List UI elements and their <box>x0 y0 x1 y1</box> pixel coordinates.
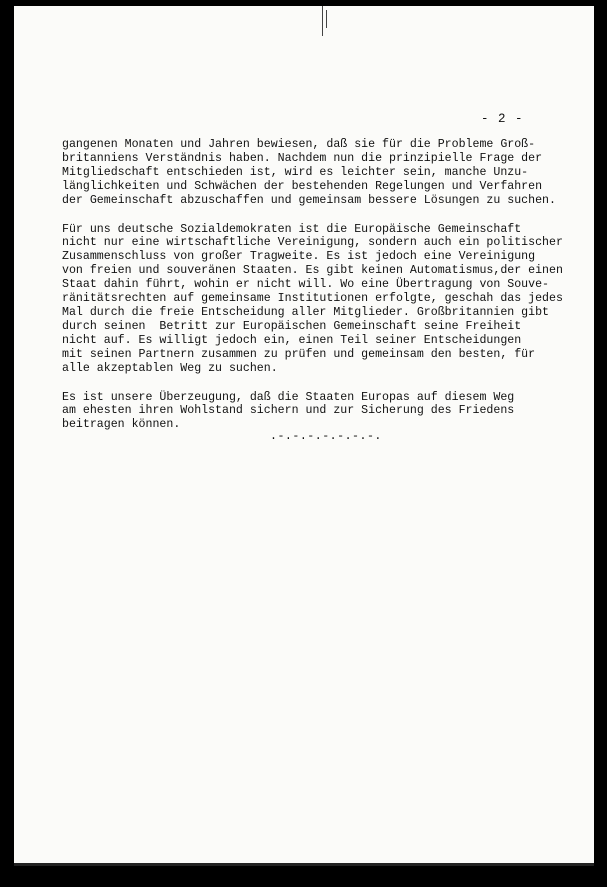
text-line: ränitätsrechten auf gemeinsame Institutionen erfolgte, geschah das jedes <box>62 292 563 306</box>
paragraph-3 <box>62 391 582 433</box>
document-page <box>14 6 594 866</box>
text-line: Staat dahin führt, wohin er nicht will. Wo eine Übertragung von Souve- <box>62 278 550 292</box>
text-line: Zusammenschluss von großer Tragweite. Es ist jedoch eine Vereinigung <box>62 250 536 264</box>
page-edge <box>14 863 594 866</box>
text-line: von freien und souveränen Staaten. Es gibt keinen Automatismus,der einen <box>62 264 563 278</box>
scan-artifact <box>322 6 323 36</box>
page-number: - 2 - <box>481 112 524 126</box>
text-line: Für uns deutsche Sozialdemokraten ist die Europäische Gemeinschaft <box>62 222 522 236</box>
paragraph-2 <box>62 223 582 376</box>
text-line: mit seinen Partnern zusammen zu prüfen und gemeinsam den besten, für <box>62 347 536 361</box>
text-line: britanniens Verständnis haben. Nachdem nun die prinzipielle Frage der <box>62 151 543 165</box>
text-line: Mal durch die freie Entscheidung aller Mitglieder. Großbritannien gibt <box>62 305 550 319</box>
text-line: nicht nur eine wirtschaftliche Vereinigung, sondern auch ein politischer <box>62 236 563 250</box>
text-line: gangenen Monaten und Jahren bewiesen, daß sie für die Probleme Groß- <box>62 138 536 151</box>
scan-artifact <box>326 10 327 28</box>
text-line: beitragen können. <box>62 418 181 432</box>
text-line: durch seinen Betritt zur Europäischen Gemeinschaft seine Freiheit <box>62 319 522 333</box>
text-line: der Gemeinschaft abzuschaffen und gemeinsam bessere Lösungen zu suchen. <box>62 193 556 207</box>
text-line: Mitgliedschaft entschieden ist, wird es leichter sein, manche Unzu- <box>62 165 529 179</box>
body-text <box>62 138 582 447</box>
text-line: nicht auf. Es willigt jedoch ein, einen Teil seiner Entscheidungen <box>62 333 522 347</box>
text-line: am ehesten ihren Wohlstand sichern und zur Sicherung des Friedens <box>62 404 515 418</box>
text-line: Es ist unsere Überzeugung, daß die Staaten Europas auf diesem Weg <box>62 390 515 404</box>
section-separator: .-.-.-.-.-.-.-. <box>270 430 382 443</box>
paragraph-1 <box>62 138 582 208</box>
text-line: alle akzeptablen Weg zu suchen. <box>62 361 278 375</box>
text-line: länglichkeiten und Schwächen der bestehenden Regelungen und Verfahren <box>62 179 543 193</box>
